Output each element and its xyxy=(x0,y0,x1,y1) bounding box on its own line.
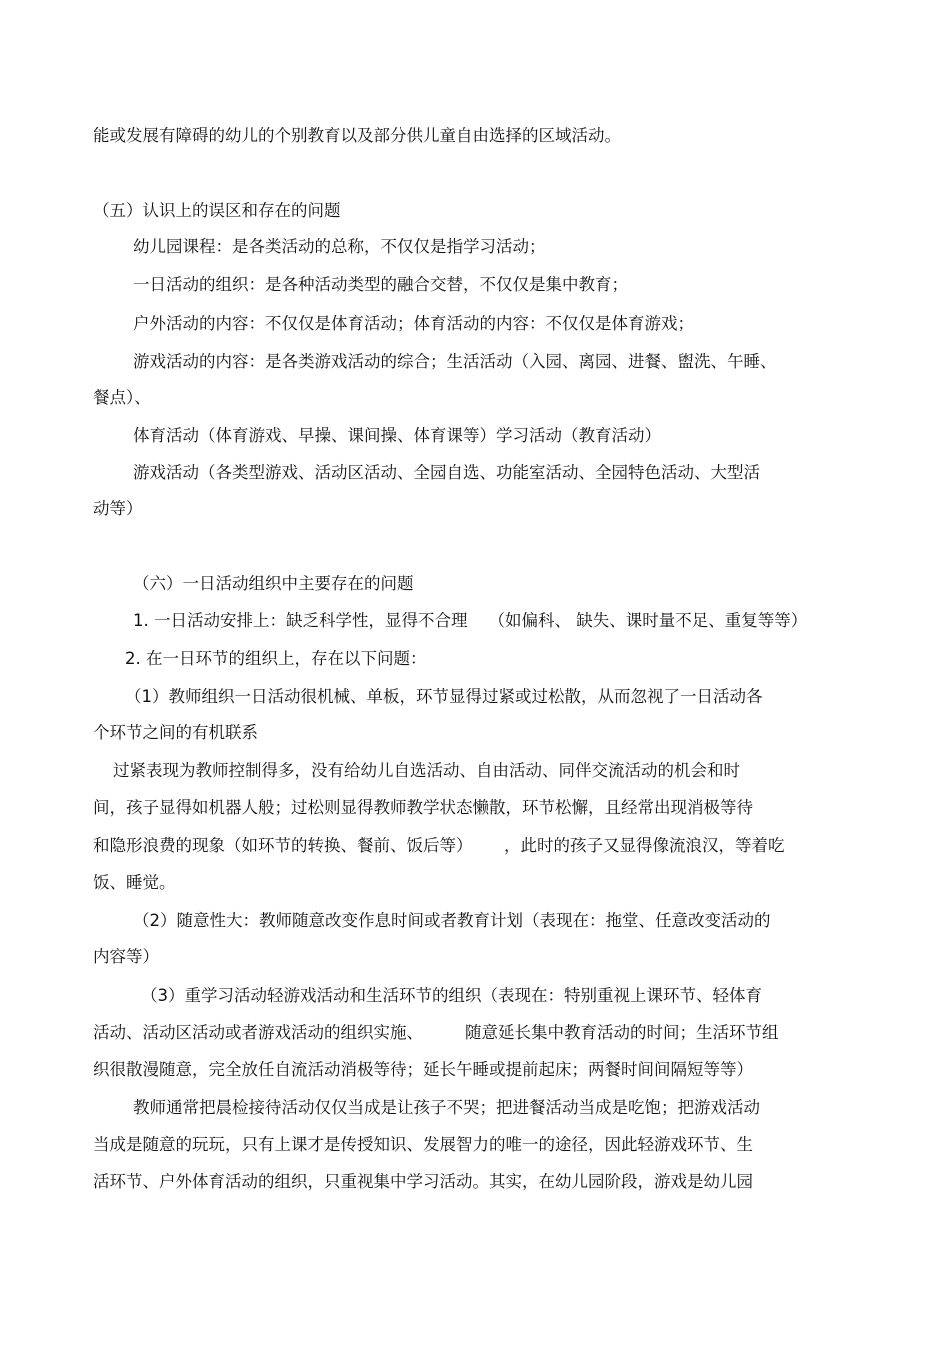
section6-line: （2）随意性大：教师随意改变作息时间或者教育计划（表现在：拖堂、任意改变活动的 xyxy=(133,911,771,930)
section5-line: 餐点）、 xyxy=(93,388,151,407)
section6-heading: （六）一日活动组织中主要存在的问题 xyxy=(133,574,414,593)
section6-line: 饭、睡觉。 xyxy=(93,873,176,892)
section6-line: 当成是随意的玩玩，只有上课才是传授知识、发展智力的唯一的途径，因此轻游戏环节、生 xyxy=(93,1135,753,1154)
section6-line: 织很散漫随意，完全放任自流活动消极等待；延长午睡或提前起床；两餐时间间隔短等等） xyxy=(93,1060,753,1079)
section6-line: 内容等） xyxy=(93,947,159,966)
section5-line: 游戏活动的内容：是各类游戏活动的综合；生活活动（入园、离园、进餐、盥洗、午睡、 xyxy=(133,352,777,371)
section5-heading: （五）认识上的误区和存在的问题 xyxy=(93,201,341,220)
section5-line: 动等） xyxy=(93,499,143,518)
section6-line: 教师通常把晨检接待活动仅仅当成是让孩子不哭；把进餐活动当成是吃饱；把游戏活动 xyxy=(133,1098,760,1117)
section5-line: 幼儿园课程：是各类活动的总称，不仅仅是指学习活动； xyxy=(133,237,546,256)
section6-line: 个环节之间的有机联系 xyxy=(93,723,258,742)
section6-line: 间，孩子显得如机器人般；过松则显得教师教学状态懒散，环节松懈，且经常出现消极等待 xyxy=(93,798,753,817)
section6-line: 活动、活动区活动或者游戏活动的组织实施、 随意延长集中教育活动的时间；生活环节组 xyxy=(93,1023,779,1042)
section5-line: 一日活动的组织：是各种活动类型的融合交替，不仅仅是集中教育； xyxy=(133,275,628,294)
section5-line: 游戏活动（各类型游戏、活动区活动、全园自选、功能室活动、全园特色活动、大型活 xyxy=(133,463,760,482)
section5-line: 体育活动（体育游戏、早操、课间操、体育课等）学习活动（教育活动） xyxy=(133,426,661,445)
section6-line: 过紧表现为教师控制得多，没有给幼儿自选活动、自由活动、同伴交流活动的机会和时 xyxy=(113,761,740,780)
section6-line: （1）教师组织一日活动很机械、单板，环节显得过紧或过松散，从而忽视了一日活动各 xyxy=(125,687,763,706)
section6-line: 1. 一日活动安排上：缺乏科学性，显得不合理 （如偏科、 缺失、课时量不足、重复等等） xyxy=(133,611,808,630)
section6-line: （3）重学习活动轻游戏活动和生活环节的组织（表现在：特别重视上课环节、轻体育 xyxy=(141,986,762,1005)
intro-line: 能或发展有障碍的幼儿的个别教育以及部分供儿童自由选择的区域活动。 xyxy=(93,126,621,145)
section5-line: 户外活动的内容：不仅仅是体育活动；体育活动的内容：不仅仅是体育游戏； xyxy=(133,314,694,333)
section6-line: 活环节、户外体育活动的组织，只重视集中学习活动。其实，在幼儿园阶段，游戏是幼儿园 xyxy=(93,1172,753,1191)
section6-line: 2. 在一日环节的组织上，存在以下问题： xyxy=(125,649,427,668)
section6-line: 和隐形浪费的现象（如环节的转换、餐前、饭后等） ，此时的孩子又显得像流浪汉，等着吃 xyxy=(93,836,785,855)
